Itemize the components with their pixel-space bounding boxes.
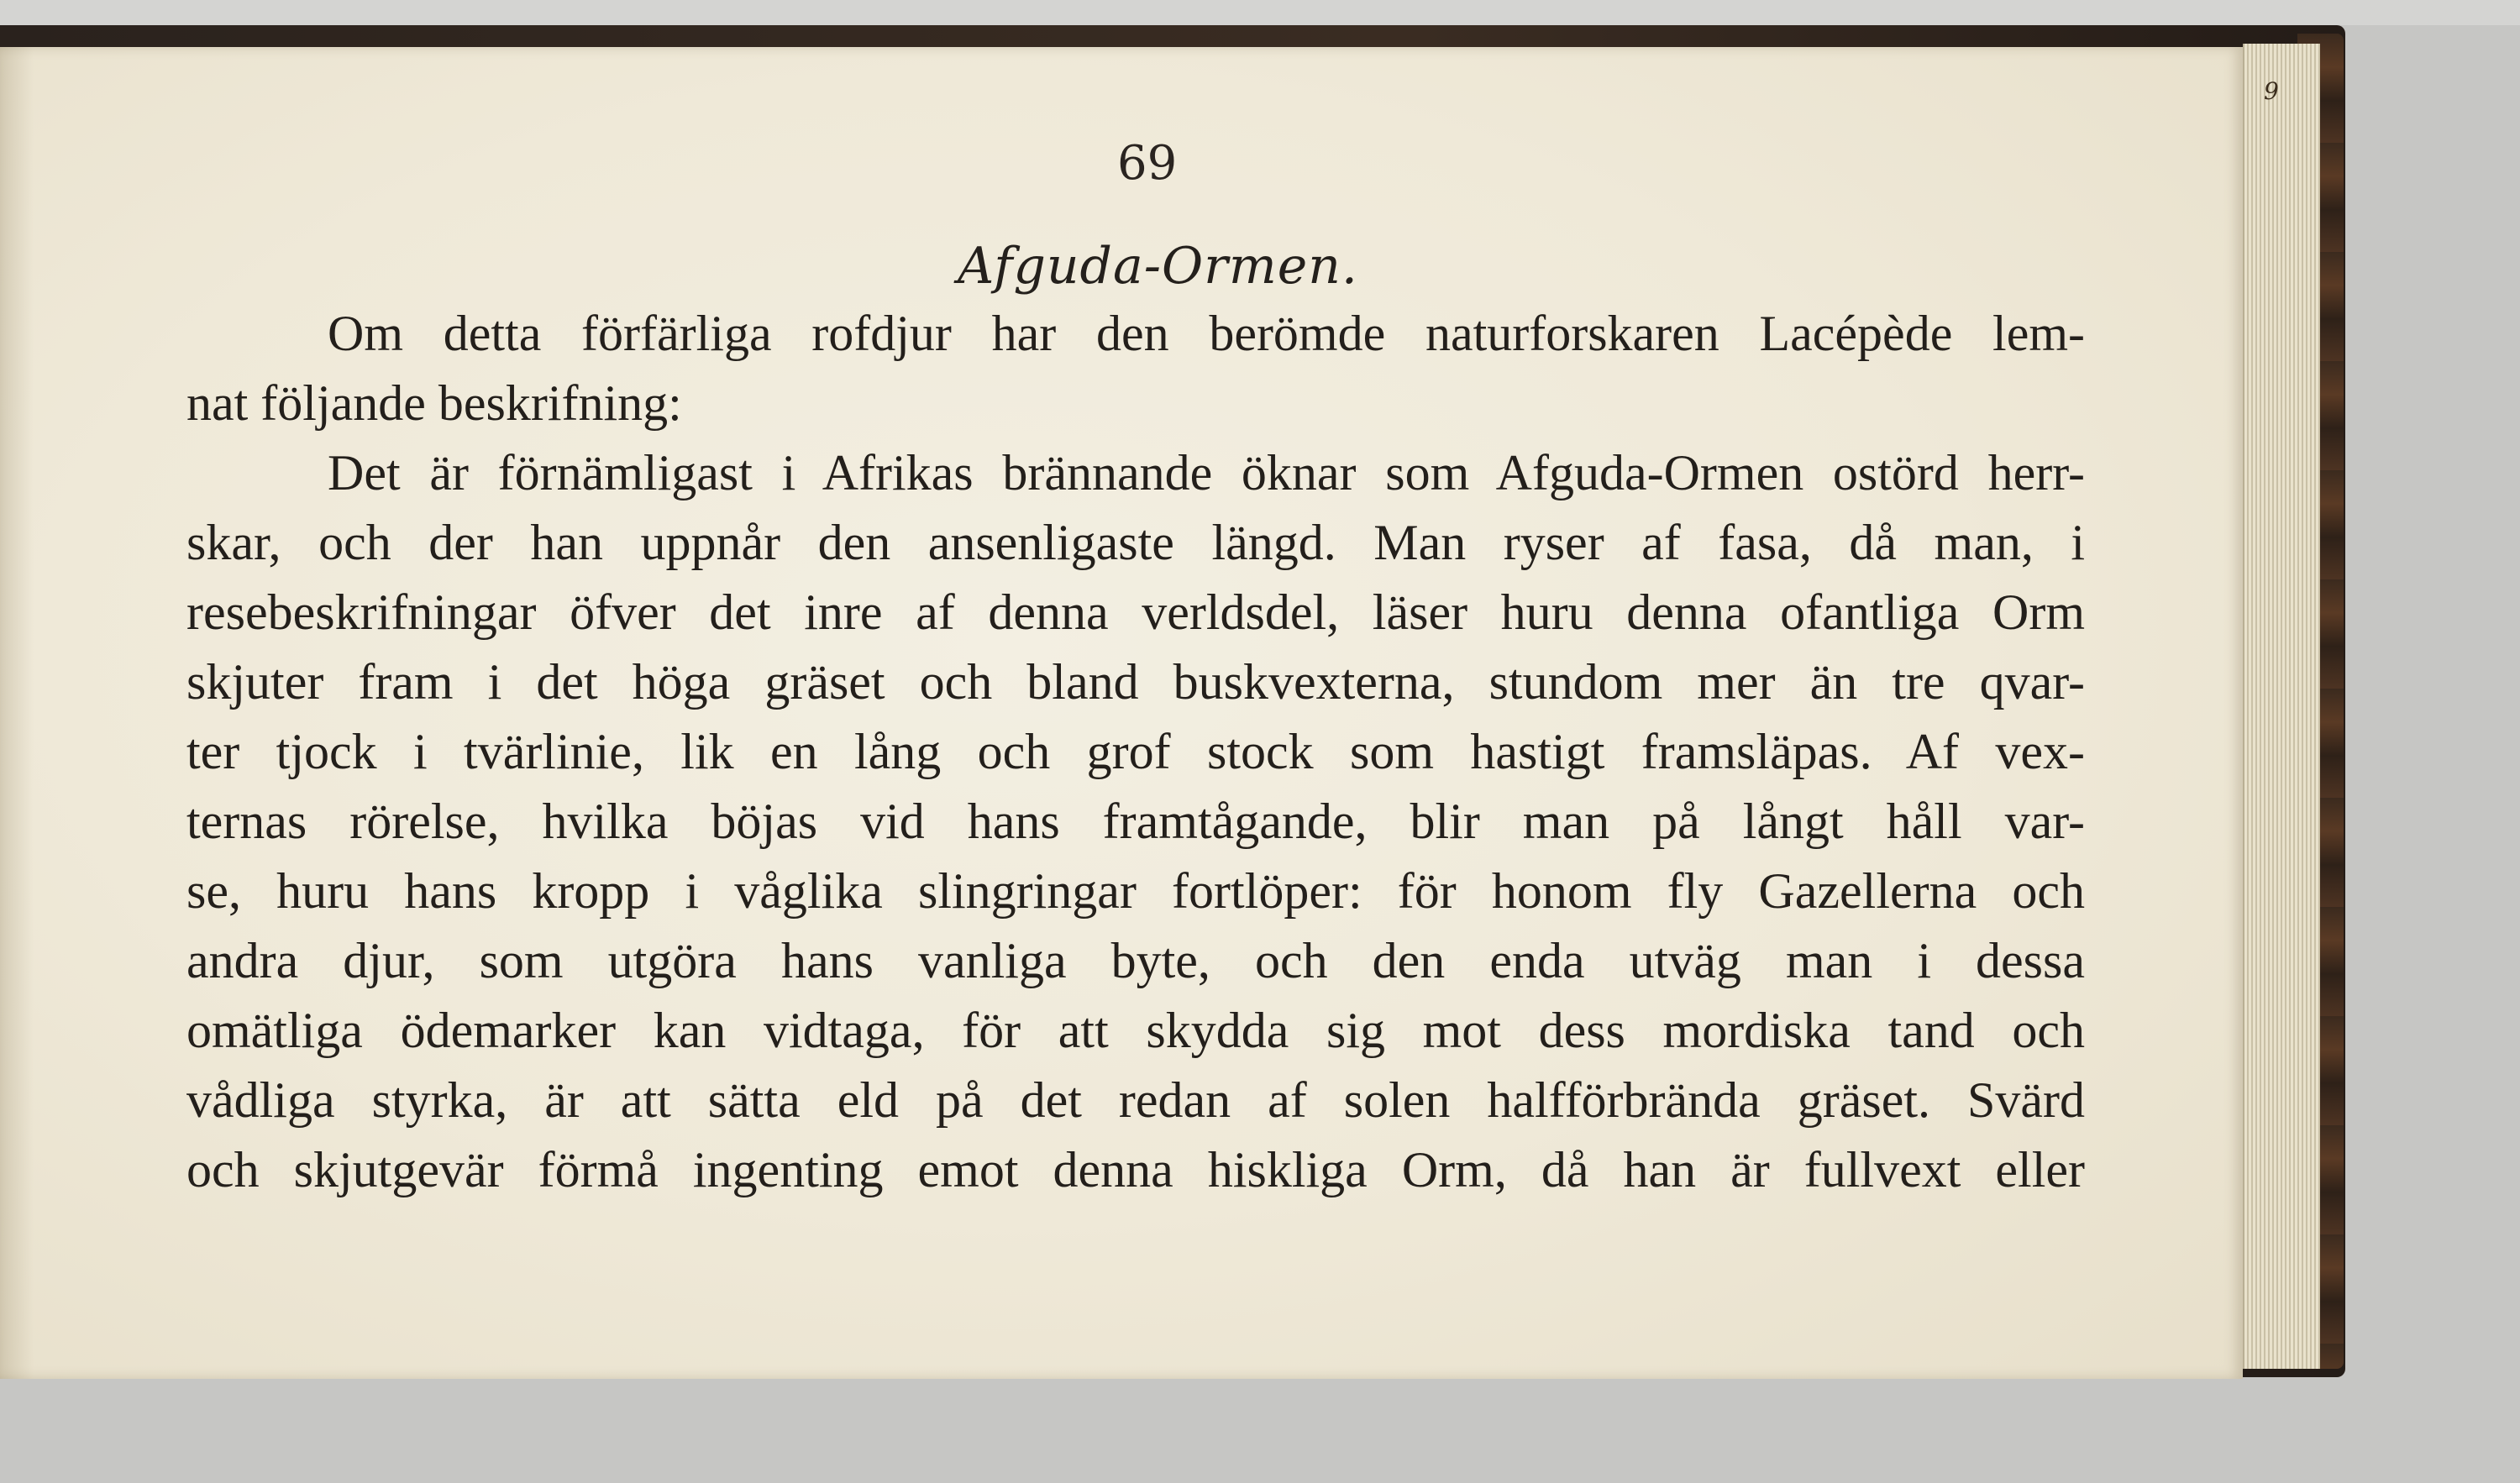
text-line: vådliga styrka, är att sätta eld på det redan af solen halfförbrända gräset. Svärd bbox=[186, 1072, 2085, 1128]
text-line: ternas rörelse, hvilka böjas vid hans framtågande, blir man på långt håll var- bbox=[186, 794, 2085, 849]
chapter-title: Afguda-Ormen. bbox=[958, 237, 1358, 296]
corner-mark: 9 bbox=[2264, 77, 2279, 105]
text-line: ter tjock i tvärlinie, lik en lång och grof stock som hastigt framsläpas. Af vex- bbox=[186, 724, 2085, 779]
text-line: skar, och der han uppnår den ansenligaste längd. Man ryser af fasa, då man, i bbox=[186, 515, 2085, 570]
text-line: omätliga ödemarker kan vidtaga, för att skydda sig mot dess mordiska tand och bbox=[186, 1003, 2085, 1058]
page-edges bbox=[2243, 44, 2320, 1369]
text-line: se, huru hans kropp i våglika slingringar fortlöper: för honom fly Gazellerna och bbox=[186, 863, 2085, 919]
page-number: 69 bbox=[1117, 136, 1178, 191]
body-text bbox=[186, 299, 2085, 1205]
text-line: skjuter fram i det höga gräset och bland buskvexterna, stundom mer än tre qvar- bbox=[186, 654, 2085, 710]
text-line: och skjutgevär förmå ingenting emot denna hiskliga Orm, då han är fullvext eller bbox=[186, 1142, 2085, 1197]
text-line: Det är förnämligast i Afrikas brännande öknar som Afguda-Ormen ostörd herr- bbox=[328, 445, 2085, 500]
text-line: resebeskrifningar öfver det inre af denna verldsdel, läser huru denna ofantliga Orm bbox=[186, 584, 2085, 640]
text-line: nat följande beskrifning: bbox=[186, 375, 682, 431]
page-gutter-shadow bbox=[0, 47, 34, 1379]
scan-background bbox=[0, 0, 2520, 25]
text-line: andra djur, som utgöra hans vanliga byte, och den enda utväg man i dessa bbox=[186, 933, 2085, 988]
text-line: Om detta förfärliga rofdjur har den berömde naturforskaren Lacépède lem- bbox=[328, 306, 2085, 361]
